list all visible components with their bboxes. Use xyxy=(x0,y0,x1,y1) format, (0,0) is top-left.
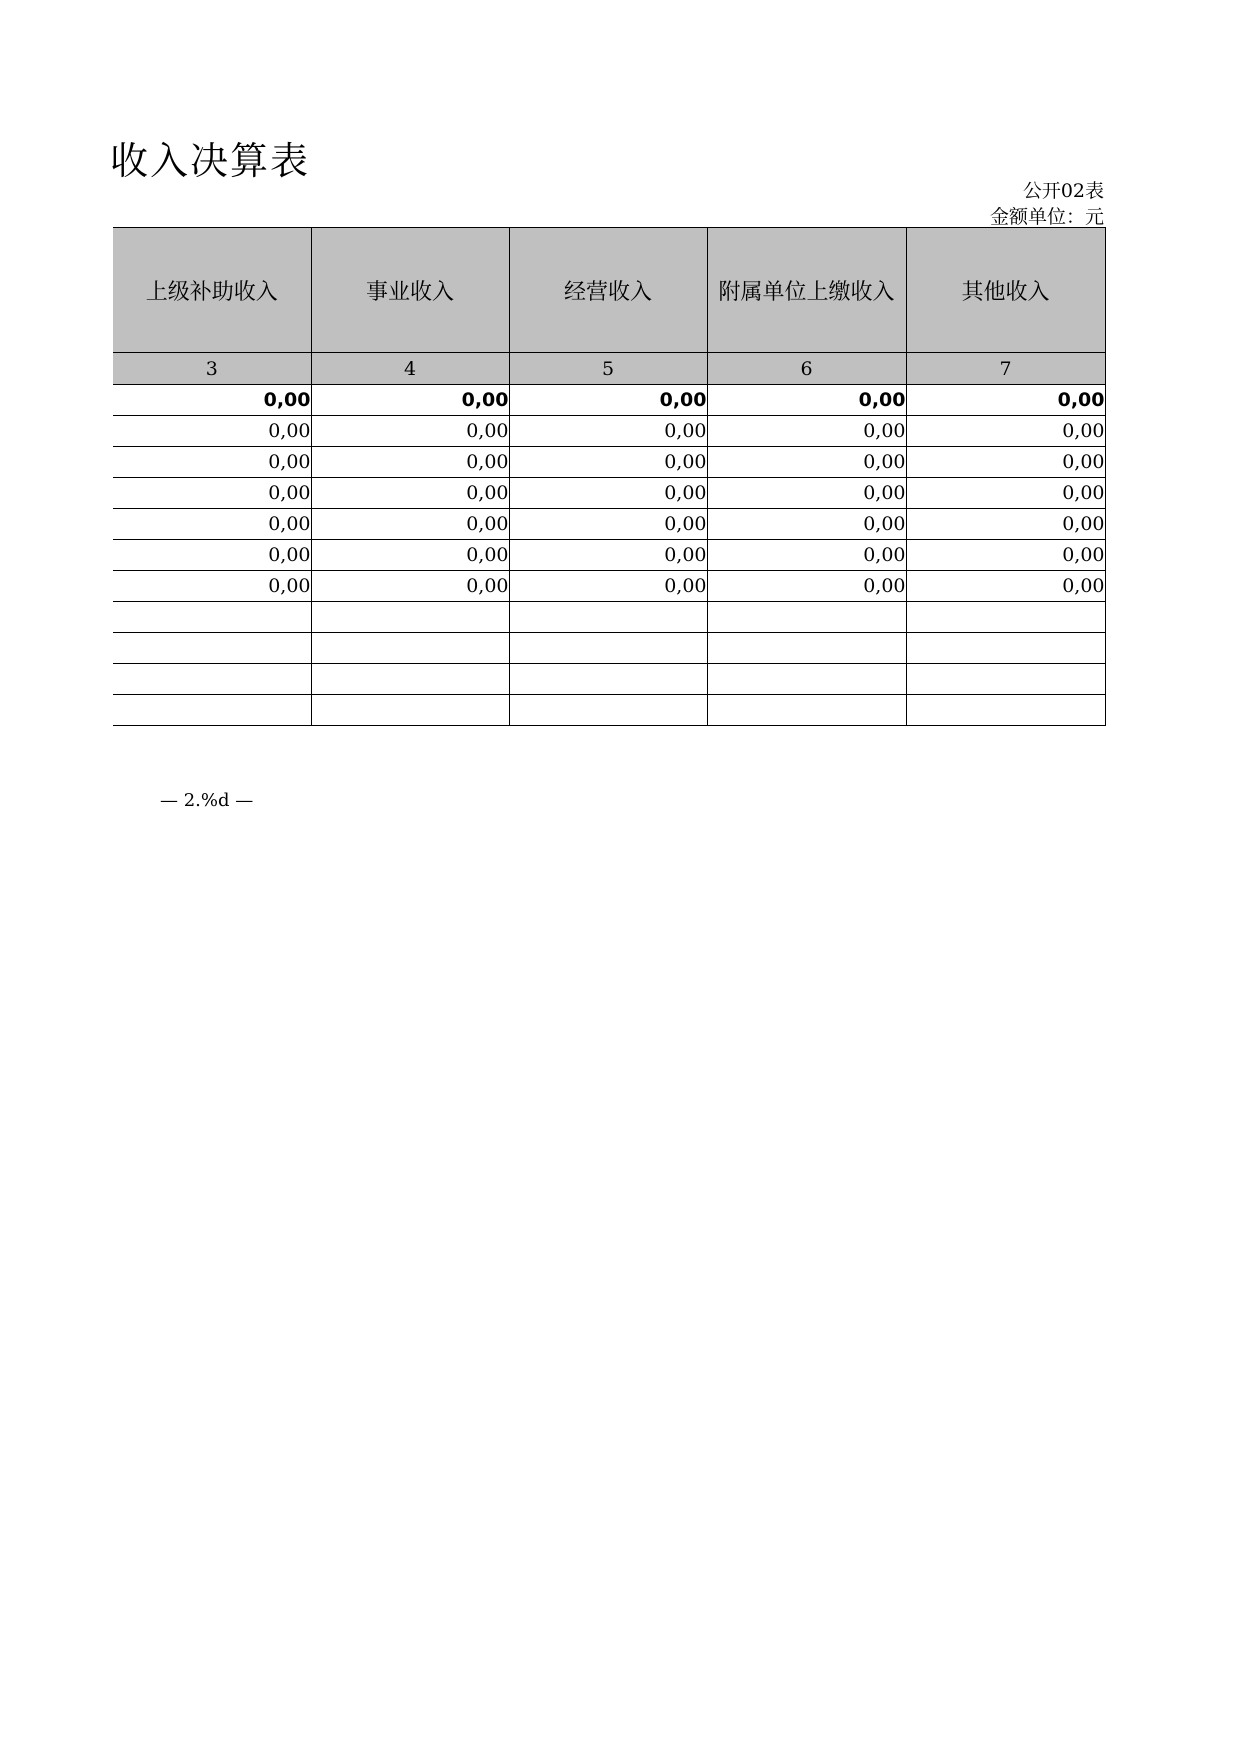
table-cell: 0,00 xyxy=(509,385,707,416)
table-cell: 0,00 xyxy=(707,478,906,509)
table-cell: 0,00 xyxy=(509,416,707,447)
table-cell xyxy=(707,695,906,726)
table-cell: 0,00 xyxy=(906,416,1105,447)
revenue-table xyxy=(113,227,1106,726)
header-superior-subsidy: 上级补助收入 xyxy=(113,228,311,353)
table-cell: 0,00 xyxy=(311,509,509,540)
header-other-income: 其他收入 xyxy=(906,228,1105,353)
table-cell xyxy=(906,664,1105,695)
table-cell: 0,00 xyxy=(707,385,906,416)
table-cell xyxy=(509,602,707,633)
table-cell xyxy=(113,664,311,695)
table-cell: 0,00 xyxy=(906,478,1105,509)
column-index: 4 xyxy=(311,353,509,385)
header-business-income: 事业收入 xyxy=(311,228,509,353)
header-operating-income: 经营收入 xyxy=(509,228,707,353)
table-row xyxy=(113,540,1105,571)
table-body xyxy=(113,385,1105,726)
table-row xyxy=(113,416,1105,447)
table-cell: 0,00 xyxy=(311,540,509,571)
table-cell xyxy=(113,695,311,726)
table-cell: 0,00 xyxy=(906,571,1105,602)
column-index-row xyxy=(113,353,1105,385)
table-row xyxy=(113,447,1105,478)
table-cell xyxy=(707,602,906,633)
column-index: 3 xyxy=(113,353,311,385)
table-cell xyxy=(311,602,509,633)
table-cell: 0,00 xyxy=(509,571,707,602)
page-number: — 2.%d — xyxy=(160,790,254,811)
table-cell: 0,00 xyxy=(311,416,509,447)
table-cell: 0,00 xyxy=(509,540,707,571)
amount-unit: 金额单位：元 xyxy=(989,206,1104,228)
table-cell: 0,00 xyxy=(311,571,509,602)
table-cell xyxy=(113,602,311,633)
table-cell: 0,00 xyxy=(707,416,906,447)
table-row xyxy=(113,633,1105,664)
table-cell xyxy=(509,633,707,664)
table-row xyxy=(113,664,1105,695)
table-cell: 0,00 xyxy=(509,478,707,509)
table-cell: 0,00 xyxy=(113,447,311,478)
table-cell xyxy=(906,602,1105,633)
table-cell: 0,00 xyxy=(113,416,311,447)
table-cell: 0,00 xyxy=(113,540,311,571)
table-cell: 0,00 xyxy=(707,571,906,602)
table-cell: 0,00 xyxy=(509,447,707,478)
form-code: 公开02表 xyxy=(1022,180,1104,202)
table-cell: 0,00 xyxy=(707,540,906,571)
table-row xyxy=(113,695,1105,726)
table-cell xyxy=(509,695,707,726)
table-cell: 0,00 xyxy=(707,447,906,478)
table-row xyxy=(113,478,1105,509)
table-cell: 0,00 xyxy=(113,478,311,509)
total-row xyxy=(113,385,1105,416)
table-row xyxy=(113,602,1105,633)
table-cell xyxy=(906,633,1105,664)
page-title: 收入决算表 xyxy=(110,139,311,183)
table-cell: 0,00 xyxy=(311,447,509,478)
table-cell: 0,00 xyxy=(509,509,707,540)
table-cell: 0,00 xyxy=(906,447,1105,478)
table-cell xyxy=(311,664,509,695)
table-cell: 0,00 xyxy=(113,509,311,540)
column-index: 6 xyxy=(707,353,906,385)
column-index: 5 xyxy=(509,353,707,385)
table-cell xyxy=(113,633,311,664)
header-affiliated-remittance: 附属单位上缴收入 xyxy=(707,228,906,353)
table-cell: 0,00 xyxy=(113,571,311,602)
table-header-row xyxy=(113,228,1105,353)
table-cell xyxy=(509,664,707,695)
table-row xyxy=(113,571,1105,602)
column-index: 7 xyxy=(906,353,1105,385)
table-cell xyxy=(311,633,509,664)
table-cell xyxy=(707,633,906,664)
table-cell: 0,00 xyxy=(311,385,509,416)
table-cell: 0,00 xyxy=(113,385,311,416)
table-cell xyxy=(311,695,509,726)
table-cell: 0,00 xyxy=(906,385,1105,416)
table-cell xyxy=(707,664,906,695)
table-cell: 0,00 xyxy=(906,509,1105,540)
table-cell: 0,00 xyxy=(311,478,509,509)
table-cell xyxy=(906,695,1105,726)
table-cell: 0,00 xyxy=(707,509,906,540)
table-cell: 0,00 xyxy=(906,540,1105,571)
table-row xyxy=(113,509,1105,540)
